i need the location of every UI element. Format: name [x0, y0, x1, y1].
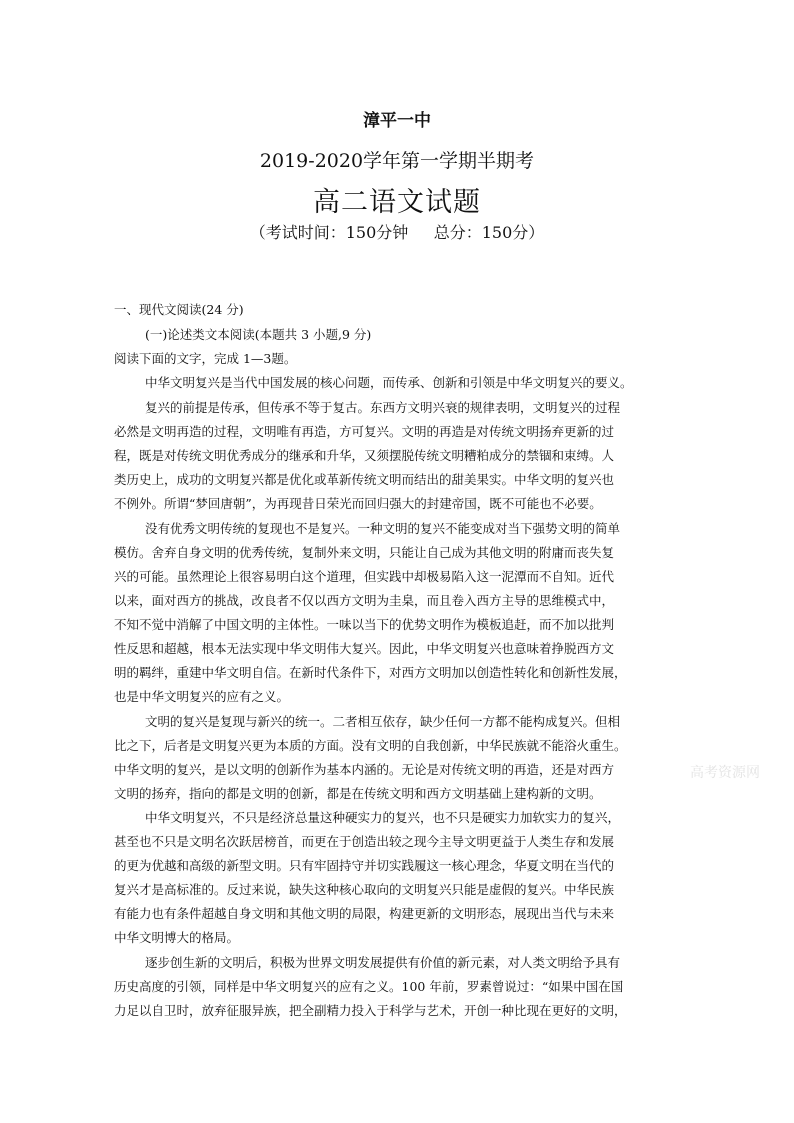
- watermark: 高考资源网: [690, 765, 760, 781]
- passage-line: 文明的复兴是复现与新兴的统一。二者相互依存，缺少任何一方都不能构成复兴。但相: [145, 714, 621, 729]
- passage-line: 模仿。舍弃自身文明的优秀传统，复制外来文明，只能让自己成为其他文明的附庸而丧失复: [114, 545, 615, 560]
- passage-line: 文明的扬弃，指向的都是文明的创新，都是在传统文明和西方文明基础上建构新的文明。: [114, 786, 602, 801]
- passage-line: 复兴的前提是传承，但传承不等于复古。东西方文明兴衰的规律表明，文明复兴的过程: [145, 400, 621, 415]
- passage-line: 甚至也不只是文明名次跃居榜首，而更在于创造出较之现今主导文明更益于人类生存和发展: [114, 834, 615, 849]
- subsection-title: (一)论述类文本阅读(本题共 3 小题,9 分): [145, 327, 372, 342]
- passage-line: 中华文明的复兴，是以文明的创新作为基本内涵的。无论是对传统文明的再造，还是对西方: [114, 762, 615, 777]
- exam-title: 高二语文试题: [313, 187, 481, 218]
- passage-line: 类历史上，成功的文明复兴都是优化或革新传统文明而结出的甜美果实。中华文明的复兴也: [114, 472, 615, 487]
- passage-line: 的更为优越和高级的新型文明。只有牢固持守并切实践履这一核心理念，华夏文明在当代的: [114, 858, 615, 873]
- passage-line: 不例外。所谓“梦回唐朝”，为再现昔日荣光而回归强大的封建帝国，既不可能也不必要。: [114, 496, 602, 511]
- passage-line: 也是中华文明复兴的应有之义。: [114, 689, 290, 704]
- passage-line: 程，既是对传统文明优秀成分的继承和升华，又须摆脱传统文明糟粕成分的禁锢和束缚。人: [114, 448, 615, 463]
- passage-line: 中华文明博大的格局。: [114, 930, 240, 945]
- passage-line: 中华文明复兴，不只是经济总量这种硬实力的复兴，也不只是硬实力加软实力的复兴，: [145, 810, 621, 825]
- school-name: 漳平一中: [363, 111, 431, 131]
- passage-line: 以来，面对西方的挑战，改良者不仅以西方文明为圭臬，而且卷入西方主导的思维模式中，: [114, 593, 615, 608]
- passage-line: 历史高度的引领，同样是中华文明复兴的应有之义。100 年前，罗素曾说过：“如果中国在国: [114, 979, 624, 994]
- passage-line: 力足以自卫时，放弃征服异族，把全副精力投入于科学与艺术，开创一种比现在更好的文明，: [114, 1003, 627, 1018]
- passage-line: 明的羁绊，重建中华文明自信。在新时代条件下，对西方文明加以创造性转化和创新性发展，: [114, 665, 627, 680]
- passage-line: 比之下，后者是文明复兴更为本质的方面。没有文明的自我创新，中华民族就不能浴火重生。: [114, 738, 627, 753]
- reading-instruction: 阅读下面的文字，完成 1—3题。: [114, 351, 297, 366]
- passage-line: 有能力也有条件超越自身文明和其他文明的局限，构建更新的文明形态，展现出当代与未来: [114, 906, 615, 921]
- passage-line: 必然是文明再造的过程，文明唯有再造，方可复兴。文明的再造是对传统文明扬弃更新的过: [114, 424, 615, 439]
- passage-line: 性反思和超越，根本无法实现中华文明伟大复兴。因此，中华文明复兴也意味着挣脱西方文: [114, 641, 615, 656]
- passage-line: 中华文明复兴是当代中国发展的核心问题，而传承、创新和引领是中华文明复兴的要义。: [145, 375, 633, 390]
- passage-line: 兴的可能。虽然理论上很容易明白这个道理，但实践中却极易陷入这一泥潭而不自知。近代: [114, 569, 615, 584]
- section-title: 一、现代文阅读(24 分): [114, 302, 244, 317]
- passage-line: 没有优秀文明传统的复现也不是复兴。一种文明的复兴不能变成对当下强势文明的简单: [145, 521, 621, 536]
- passage-line: 复兴才是高标准的。反过来说，缺失这种核心取向的文明复兴只能是虚假的复兴。中华民族: [114, 882, 615, 897]
- exam-info: （考试时间：150分钟 总分：150分）: [249, 223, 545, 242]
- exam-semester: 2019-2020学年第一学期半期考: [259, 150, 535, 172]
- passage-line: 不知不觉中消解了中国文明的主体性。一味以当下的优势文明作为模板追赶，而不加以批判: [114, 617, 615, 632]
- passage-line: 逐步创生新的文明后，积极为世界文明发展提供有价值的新元素，对人类文明给予具有: [145, 955, 621, 970]
